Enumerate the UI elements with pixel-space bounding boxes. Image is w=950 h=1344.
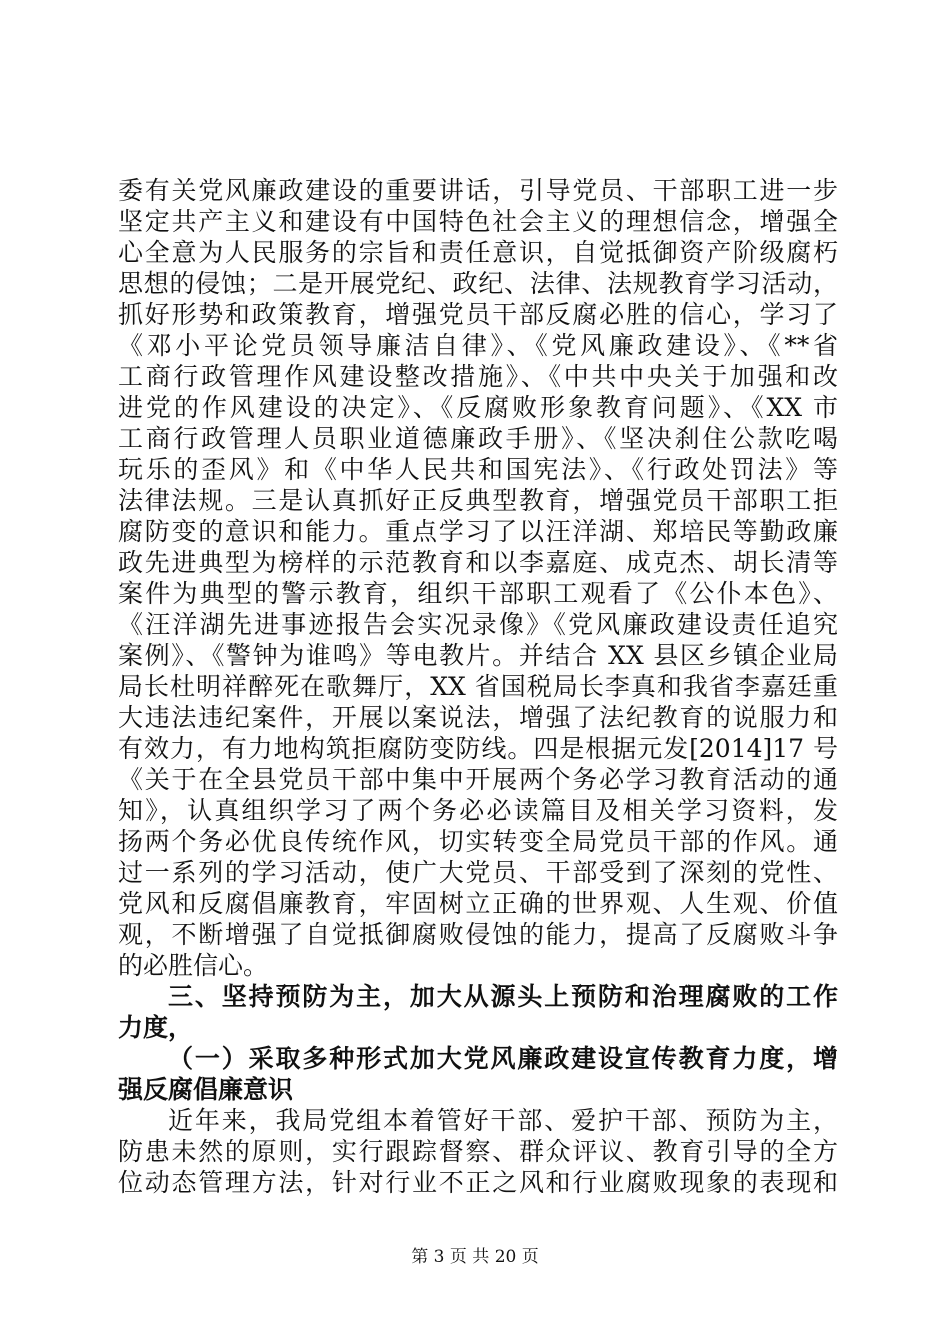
section-heading: 三、坚持预防为主，加大从源头上预防和治理腐败的工作: [168, 982, 838, 1011]
text-line: 有效力，有力地构筑拒腐防变防线。四是根据元发[2014]17 号: [118, 734, 838, 763]
text-line: 过一系列的学习活动，使广大党员、干部受到了深刻的党性、: [118, 858, 838, 887]
paragraph-line: 近年来，我局党组本着管好干部、爱护干部、预防为主，: [168, 1106, 838, 1135]
text-line: 观，不断增强了自觉抵御腐败侵蚀的能力，提高了反腐败斗争: [118, 920, 838, 949]
text-line: 工商行政管理人员职业道德廉政手册》、《坚决刹住公款吃喝: [118, 424, 838, 453]
section-heading-continued: 力度，: [118, 1013, 194, 1042]
text-line: 的必胜信心。: [118, 951, 269, 980]
text-line: 法律法规。三是认真抓好正反典型教育，增强党员干部职工拒: [118, 486, 838, 515]
text-line: 《关于在全县党员干部中集中开展两个务必学习教育活动的通: [118, 765, 838, 794]
text-line: 政先进典型为榜样的示范教育和以李嘉庭、成克杰、胡长清等: [118, 548, 838, 577]
paragraph-line: 位动态管理方法，针对行业不正之风和行业腐败现象的表现和: [118, 1168, 838, 1197]
text-line: 大违法违纪案件，开展以案说法，增强了法纪教育的说服力和: [118, 703, 838, 732]
text-line: 玩乐的歪风》和《中华人民共和国宪法》、《行政处罚法》等: [118, 455, 838, 484]
text-line: 案件为典型的警示教育，组织干部职工观看了《公仆本色》、: [118, 579, 838, 608]
text-line: 进党的作风建设的决定》、《反腐败形象教育问题》、《XX 市: [118, 393, 838, 422]
paragraph-line: 防患未然的原则，实行跟踪督察、群众评议、教育引导的全方: [118, 1137, 838, 1166]
subsection-heading: （一）采取多种形式加大党风廉政建设宣传教育力度，增: [168, 1044, 838, 1073]
text-line: 扬两个务必优良传统作风，切实转变全局党员干部的作风。通: [118, 827, 838, 856]
text-line: 《汪洋湖先进事迹报告会实况录像》《党风廉政建设责任追究: [118, 610, 838, 639]
text-line: 知》，认真组织学习了两个务必必读篇目及相关学习资料，发: [118, 796, 838, 825]
page-number-footer: 第 3 页 共 20 页: [411, 1247, 539, 1267]
text-line: 案例》、《警钟为谁鸣》等电教片。并结合 XX 县区乡镇企业局: [118, 641, 838, 670]
text-line: 抓好形势和政策教育，增强党员干部反腐必胜的信心，学习了: [118, 300, 838, 329]
subsection-heading-continued: 强反腐倡廉意识: [118, 1075, 294, 1104]
body-text: [118, 175, 838, 1198]
text-line: 腐防变的意识和能力。重点学习了以汪洋湖、郑培民等勤政廉: [118, 517, 838, 546]
text-line: 《邓小平论党员领导廉洁自律》、《党风廉政建设》、《**省: [118, 331, 838, 360]
text-line: 工商行政管理作风建设整改措施》、《中共中央关于加强和改: [118, 362, 838, 391]
text-line: 党风和反腐倡廉教育，牢固树立正确的世界观、人生观、价值: [118, 889, 838, 918]
text-line: 委有关党风廉政建设的重要讲话，引导党员、干部职工进一步: [118, 176, 838, 205]
text-line: 局长杜明祥醉死在歌舞厅，XX 省国税局长李真和我省李嘉廷重: [118, 672, 838, 701]
text-line: 思想的侵蚀；二是开展党纪、政纪、法律、法规教育学习活动，: [118, 269, 838, 298]
text-line: 坚定共产主义和建设有中国特色社会主义的理想信念，增强全: [118, 207, 838, 236]
text-line: 心全意为人民服务的宗旨和责任意识，自觉抵御资产阶级腐朽: [118, 238, 838, 267]
